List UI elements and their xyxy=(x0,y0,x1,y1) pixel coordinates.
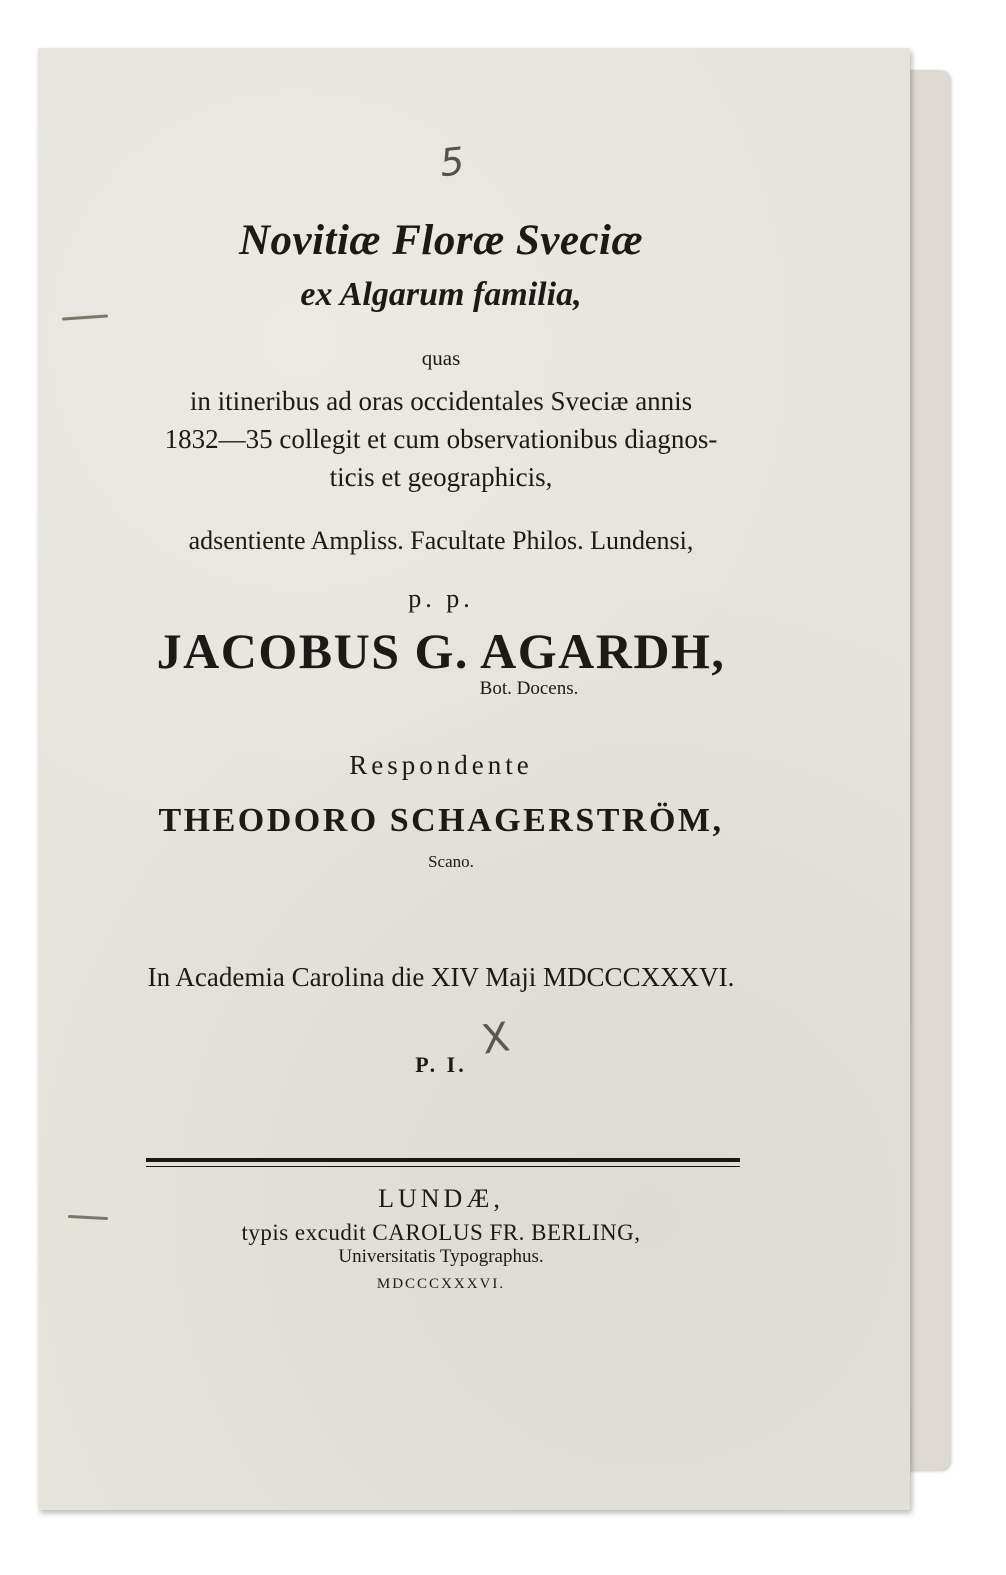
imprint-printer-title: Universitatis Typographus. xyxy=(338,1246,544,1267)
imprint xyxy=(38,48,844,1448)
part-number: P. I. xyxy=(415,1052,467,1077)
main-title-line-1: Novitiæ Floræ Sveciæ xyxy=(238,217,644,264)
body-line-4: adsentiente Ampliss. Facultate Philos. Lundensi, xyxy=(188,526,694,555)
author-name: JACOBUS G. AGARDH, xyxy=(156,623,726,679)
respondent-name: THEODORO SCHAGERSTRÖM, xyxy=(158,802,724,839)
body-line-2: 1832—35 collegit et cum observationibus diagnos- xyxy=(164,424,718,454)
pencil-annotation-number: 5 xyxy=(437,138,467,186)
author-role: Bot. Docens. xyxy=(479,678,579,699)
body-line-3: ticis et geographicis, xyxy=(329,462,553,492)
title-page xyxy=(38,48,910,1510)
author-pp: p. p. xyxy=(408,584,474,613)
main-title-line-2: ex Algarum familia, xyxy=(300,276,582,313)
imprint-printer: typis excudit CAROLUS FR. BERLING, xyxy=(241,1220,641,1245)
academia-date-line: In Academia Carolina die XIV Maji MDCCCXXXVI. xyxy=(147,962,735,992)
body-line-1: in itineribus ad oras occidentales Sveciæ annis xyxy=(189,386,693,416)
imprint-place: LUNDÆ, xyxy=(378,1184,504,1213)
body-quas: quas xyxy=(421,346,461,370)
pencil-annotation-cross: X xyxy=(478,1014,513,1064)
respondent-label: Respondente xyxy=(349,750,533,780)
imprint-year: MDCCCXXXVI. xyxy=(376,1276,506,1292)
respondent-origin: Scano. xyxy=(428,852,474,871)
